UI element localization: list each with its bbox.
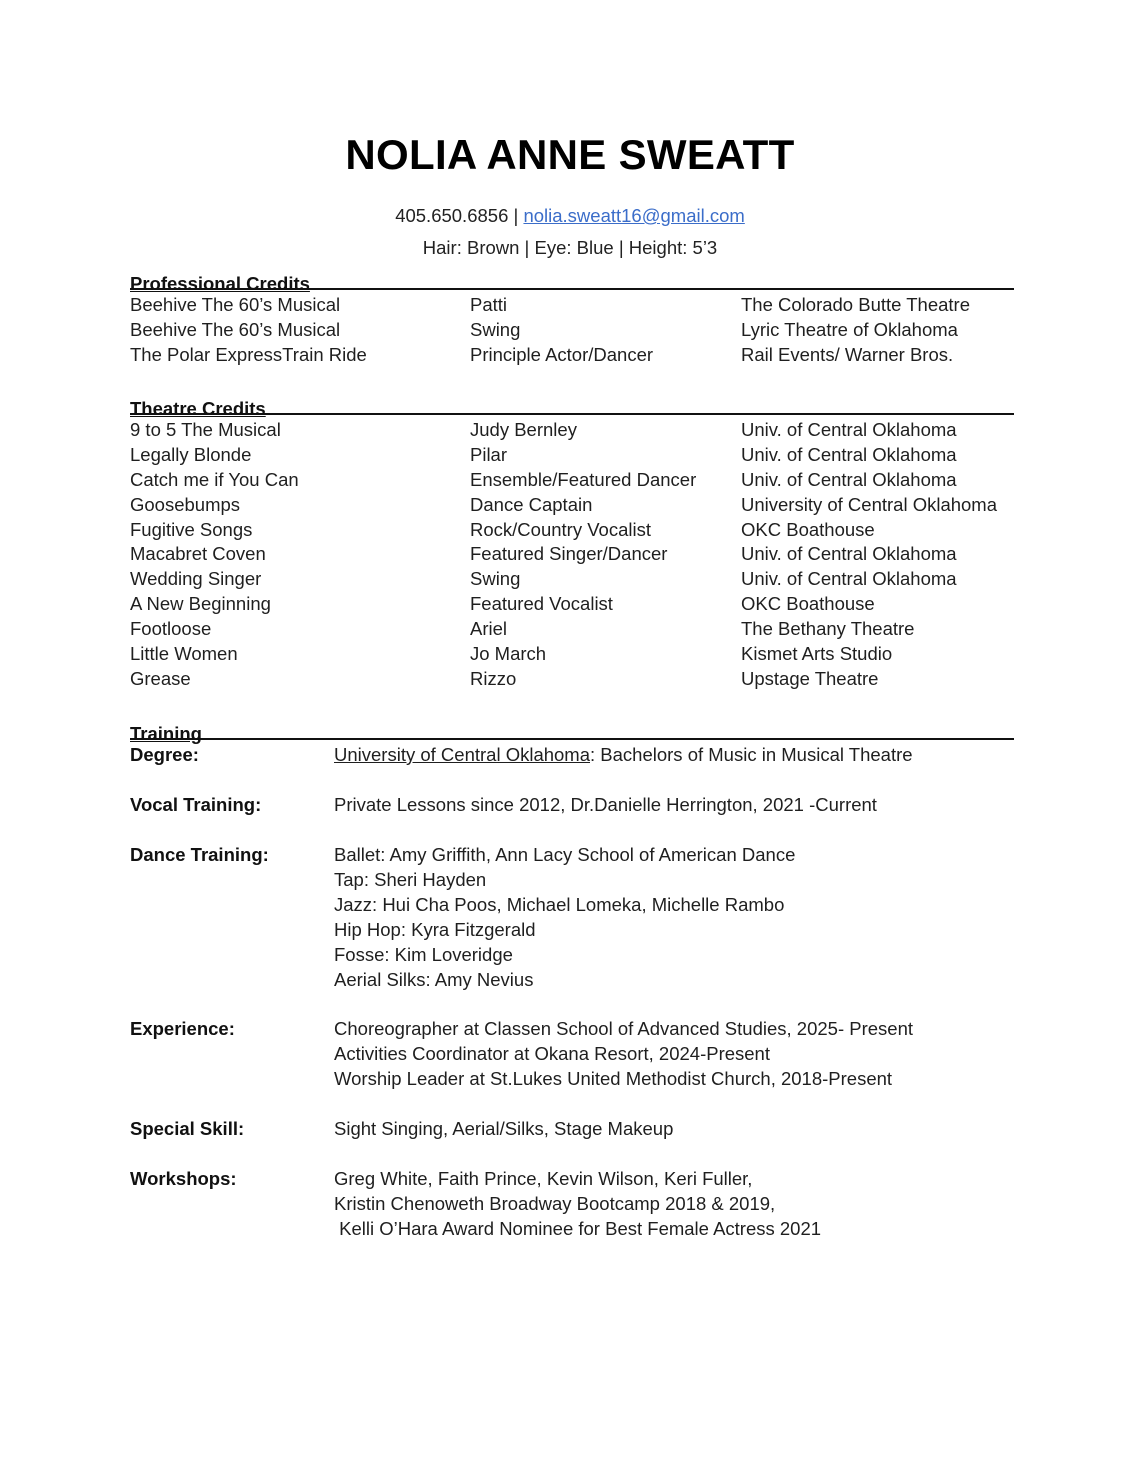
contact-separator: |	[513, 205, 519, 226]
credit-venue: Univ. of Central Oklahoma	[741, 468, 957, 490]
degree-school: University of Central Oklahoma	[334, 744, 591, 765]
credit-show: Beehive The 60’s Musical	[130, 318, 341, 340]
credit-row	[130, 519, 1030, 544]
experience-line: Worship Leader at St.Lukes United Methodist Church, 2018-Present	[334, 1068, 893, 1089]
section-title: Theatre Credits	[130, 398, 266, 419]
credit-venue: Rail Events/ Warner Bros.	[741, 343, 954, 365]
credit-venue: OKC Boathouse	[741, 593, 875, 615]
dance-training-line: Hip Hop: Kyra Fitzgerald	[334, 919, 536, 940]
vocal-training-label: Vocal Training:	[130, 794, 262, 815]
credit-role: Ariel	[470, 618, 508, 640]
credit-show: Wedding Singer	[130, 568, 262, 590]
credit-role: Patti	[470, 294, 508, 315]
special-skill-label: Special Skill:	[130, 1118, 245, 1139]
credit-role: Ensemble/Featured Dancer	[470, 468, 697, 490]
credit-role: Swing	[470, 318, 521, 340]
credit-show: Little Women	[130, 643, 238, 665]
special-skill-line: Sight Singing, Aerial/Silks, Stage Makeup	[334, 1118, 674, 1139]
degree-detail: : Bachelors of Music in Musical Theatre	[590, 744, 913, 765]
workshop-line: Kelli O’Hara Award Nominee for Best Female Actress 2021	[334, 1218, 822, 1239]
section-title: Professional Credits	[130, 273, 310, 294]
dance-training-line: Tap: Sheri Hayden	[334, 869, 487, 890]
vocal-training-list	[334, 794, 877, 819]
credit-venue: Univ. of Central Oklahoma	[741, 443, 957, 465]
credit-venue: The Colorado Butte Theatre	[741, 294, 970, 315]
credit-role: Principle Actor/Dancer	[470, 343, 654, 365]
credit-venue: University of Central Oklahoma	[741, 493, 998, 515]
credit-row	[130, 294, 1030, 319]
credit-venue: Univ. of Central Oklahoma	[741, 419, 957, 440]
credit-row	[130, 494, 1030, 519]
vocal-training-line: Private Lessons since 2012, Dr.Danielle Herrington, 2021 -Current	[334, 794, 877, 815]
credit-role: Featured Vocalist	[470, 593, 613, 615]
physical-stats: Hair: Brown | Eye: Blue | Height: 5’3	[422, 237, 718, 258]
workshops-list	[334, 1168, 821, 1243]
credit-role: Rizzo	[470, 667, 517, 689]
credit-venue: Kismet Arts Studio	[741, 643, 893, 665]
credit-venue: The Bethany Theatre	[741, 618, 915, 640]
credit-venue: Lyric Theatre of Oklahoma	[741, 318, 958, 340]
credit-row	[130, 568, 1030, 593]
credit-show: Beehive The 60’s Musical	[130, 294, 341, 315]
credit-row	[130, 668, 1030, 693]
dance-training-line: Ballet: Amy Griffith, Ann Lacy School of American Dance	[334, 844, 796, 865]
credit-role: Pilar	[470, 443, 508, 465]
experience-line: Choreographer at Classen School of Advanced Studies, 2025- Present	[334, 1018, 914, 1039]
dance-training-list	[334, 844, 795, 994]
credit-show: 9 to 5 The Musical	[130, 419, 281, 440]
phone-number: 405.650.6856	[395, 205, 509, 226]
credit-row	[130, 593, 1030, 618]
credit-venue: Upstage Theatre	[741, 667, 879, 689]
dance-training-line: Fosse: Kim Loveridge	[334, 944, 513, 965]
credit-venue: OKC Boathouse	[741, 518, 875, 540]
dance-training-line: Jazz: Hui Cha Poos, Michael Lomeka, Michelle Rambo	[334, 894, 785, 915]
theatre-credits-heading	[130, 391, 1014, 419]
credit-show: Footloose	[130, 618, 212, 640]
workshops-label: Workshops:	[130, 1168, 237, 1189]
dance-training-label: Dance Training:	[130, 844, 269, 865]
credit-show: Legally Blonde	[130, 443, 252, 465]
workshop-line: Greg White, Faith Prince, Kevin Wilson, Keri Fuller,	[334, 1168, 753, 1189]
degree-line	[334, 744, 913, 769]
credit-role: Swing	[470, 568, 521, 590]
credit-role: Judy Bernley	[470, 419, 577, 440]
credit-venue: Univ. of Central Oklahoma	[741, 543, 957, 565]
credit-show: Fugitive Songs	[130, 518, 253, 540]
resume-name: NOLIA ANNE SWEATT	[345, 131, 795, 178]
credit-row	[130, 444, 1030, 469]
credit-show: Catch me if You Can	[130, 468, 299, 490]
special-skill-list	[334, 1118, 673, 1143]
degree-value	[334, 744, 913, 769]
credit-show: Grease	[130, 667, 191, 689]
credit-role: Featured Singer/Dancer	[470, 543, 668, 565]
credit-row	[130, 419, 1030, 444]
credit-row	[130, 643, 1030, 668]
credit-show: A New Beginning	[130, 593, 271, 615]
workshop-line: Kristin Chenoweth Broadway Bootcamp 2018 & 2019,	[334, 1193, 776, 1214]
credit-role: Dance Captain	[470, 493, 593, 515]
contact-line	[0, 205, 1140, 227]
credit-venue: Univ. of Central Oklahoma	[741, 568, 957, 590]
credit-row	[130, 469, 1030, 494]
experience-label: Experience:	[130, 1018, 235, 1039]
professional-credits-list	[130, 294, 1030, 369]
credit-role: Rock/Country Vocalist	[470, 518, 651, 540]
experience-list	[334, 1018, 913, 1093]
training-heading	[130, 716, 1014, 744]
credit-row	[130, 618, 1030, 643]
dance-training-line: Aerial Silks: Amy Nevius	[334, 969, 534, 990]
experience-line: Activities Coordinator at Okana Resort, 2024-Present	[334, 1043, 770, 1064]
degree-label: Degree:	[130, 744, 199, 765]
credit-show: Goosebumps	[130, 493, 241, 515]
email-link[interactable]: nolia.sweatt16@gmail.com	[523, 205, 745, 226]
credit-row	[130, 344, 1030, 369]
professional-credits-heading	[130, 266, 1014, 294]
credit-show: Macabret Coven	[130, 543, 266, 565]
credit-row	[130, 543, 1030, 568]
credit-show: The Polar ExpressTrain Ride	[130, 343, 367, 365]
section-title: Training	[130, 723, 202, 744]
credit-role: Jo March	[470, 643, 547, 665]
theatre-credits-list	[130, 419, 1030, 693]
credit-row	[130, 319, 1030, 344]
